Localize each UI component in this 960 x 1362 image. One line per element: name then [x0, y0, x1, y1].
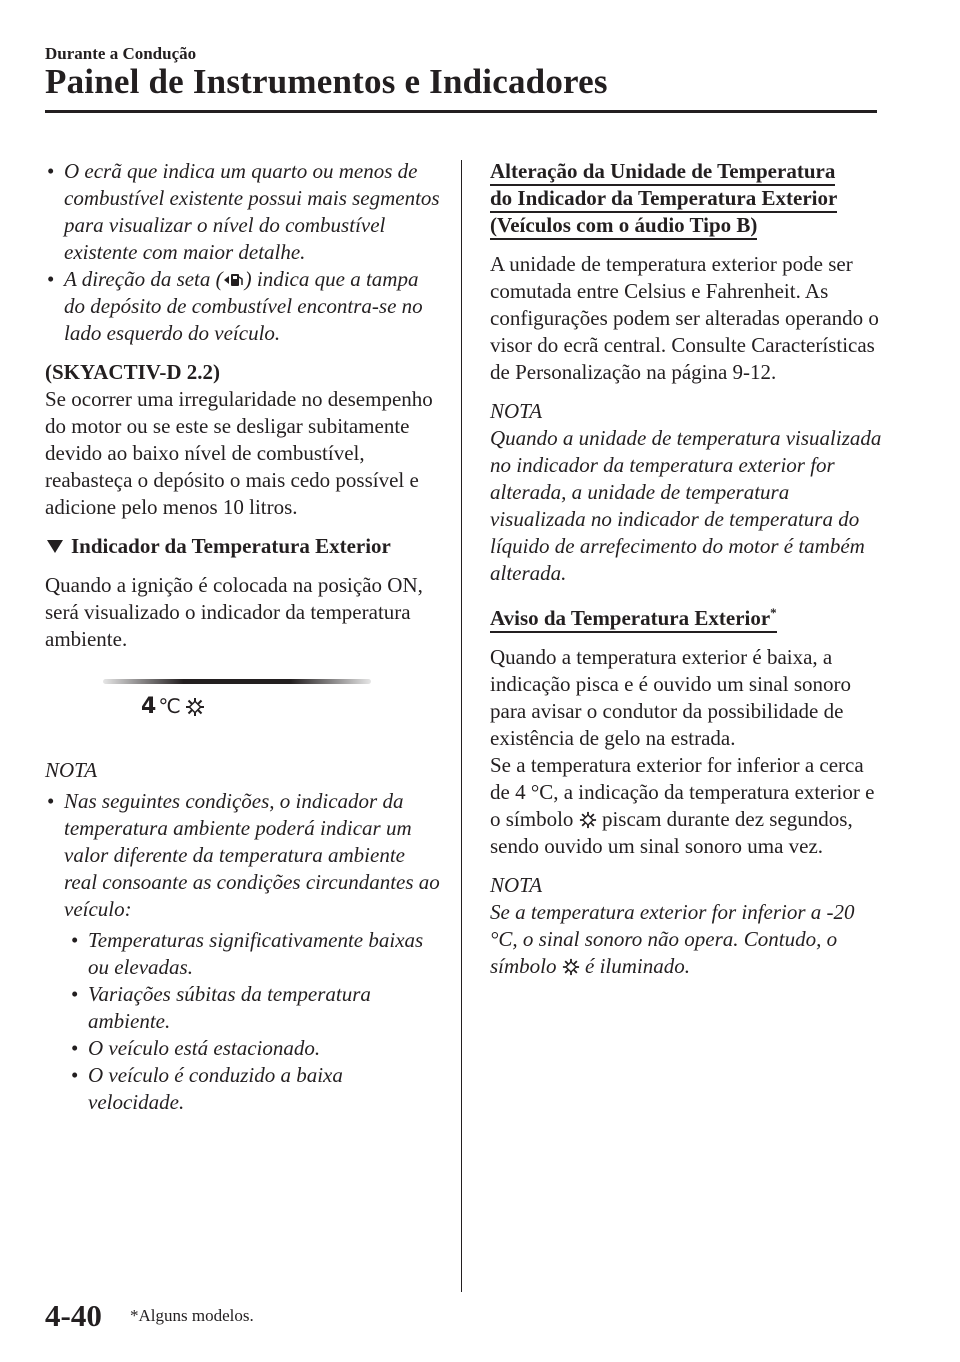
condition-item: • O veículo está estacionado. [71, 1036, 321, 1060]
unit-change-text: A unidade de temperatura exterior pode ser comutada entre Celsius e Fahrenheit. As configurações podem ser alteradas operando o visor do ecrã central. Consulte Características de Personalização na página 9-12. [490, 252, 879, 384]
fuel-door-arrow-icon [223, 271, 245, 289]
section-label: Durante a Condução [45, 44, 197, 63]
nota-label: NOTA [45, 758, 98, 782]
column-divider [461, 160, 462, 1292]
temperature-display-illustration [45, 667, 440, 757]
warning-text: Quando a temperatura exterior é baixa, a indicação pisca e é ouvido um sinal sonoro para avisar o condutor da possibilidade de existência de gelo na estrada. [490, 645, 851, 750]
snowflake-icon [579, 811, 597, 829]
right-column [490, 158, 885, 980]
display-bar [103, 679, 371, 684]
nota-label: NOTA [490, 399, 543, 423]
condition-item: • Variações súbitas da temperatura ambiente. [71, 982, 371, 1033]
footnote: *Alguns modelos. [130, 1306, 254, 1325]
nota-bullet: • Nas seguintes condições, o indicador da temperatura ambiente poderá indicar um valor diferente da temperatura ambiente real consoante as condições circundantes ao veículo: [47, 789, 440, 921]
snowflake-icon [185, 697, 205, 717]
engine-label: (SKYACTIV-D 2.2) [45, 360, 221, 384]
left-column [45, 158, 440, 1116]
heading-outside-temp-warning: Aviso da Temperatura Exterior* [490, 599, 885, 632]
condition-item: • O veículo é conduzido a baixa velocidade. [71, 1063, 343, 1114]
snowflake-icon [562, 958, 580, 976]
heading-unit-change: Alteração da Unidade de Temperatura do Indicador da Temperatura Exterior (Veículos com o áudio Tipo B) [490, 158, 885, 239]
warning-text-2: Se a temperatura exterior for inferior a cerca de 4 °C, a indicação da temperatura exterior e o símbolo piscam durante dez segundos, sendo ouvido um sinal sonoro uma vez. [490, 753, 875, 858]
triangle-marker-icon [47, 540, 63, 553]
nota-text: Se a temperatura exterior for inferior a -20 °C, o sinal sonoro não opera. Contudo, o símbolo é iluminado. [490, 900, 855, 978]
fuel-bullet-2: • A direção da seta ( ) indica que a tampa do depósito de combustível encontra-se no lado esquerdo do veículo. [47, 267, 423, 345]
page-title: Painel de Instrumentos e Indicadores [45, 62, 608, 101]
condition-item: • Temperaturas significativamente baixas ou elevadas. [71, 928, 424, 979]
temperature-unit: ℃ [158, 694, 181, 718]
nota-label: NOTA [490, 873, 543, 897]
nota-text: Quando a unidade de temperatura visualizada no indicador da temperatura exterior for alterada, a unidade de temperatura visualizada no indicador de temperatura do líquido de arrefecimento do motor é também alterada. [490, 426, 882, 585]
header-rule [45, 110, 877, 113]
page-number: 4-40 [45, 1298, 102, 1333]
temperature-readout [141, 693, 205, 720]
engine-text: Se ocorrer uma irregularidade no desempenho do motor ou se este se desligar subitamente devido ao baixo nível de combustível, reabasteça o depósito o mais cedo possível e adicione pelo menos 10 litros. [45, 387, 433, 519]
intro-text: Quando a ignição é colocada na posição ON, será visualizado o indicador da temperatura ambiente. [45, 573, 423, 651]
fuel-bullet-1: • O ecrã que indica um quarto ou menos de combustível existente possui mais segmentos para visualizar o nível do combustível existente com maior detalhe. [47, 159, 440, 264]
subheading-outside-temp: Indicador da Temperatura Exterior [45, 533, 440, 560]
temperature-value: 4 [141, 694, 157, 719]
